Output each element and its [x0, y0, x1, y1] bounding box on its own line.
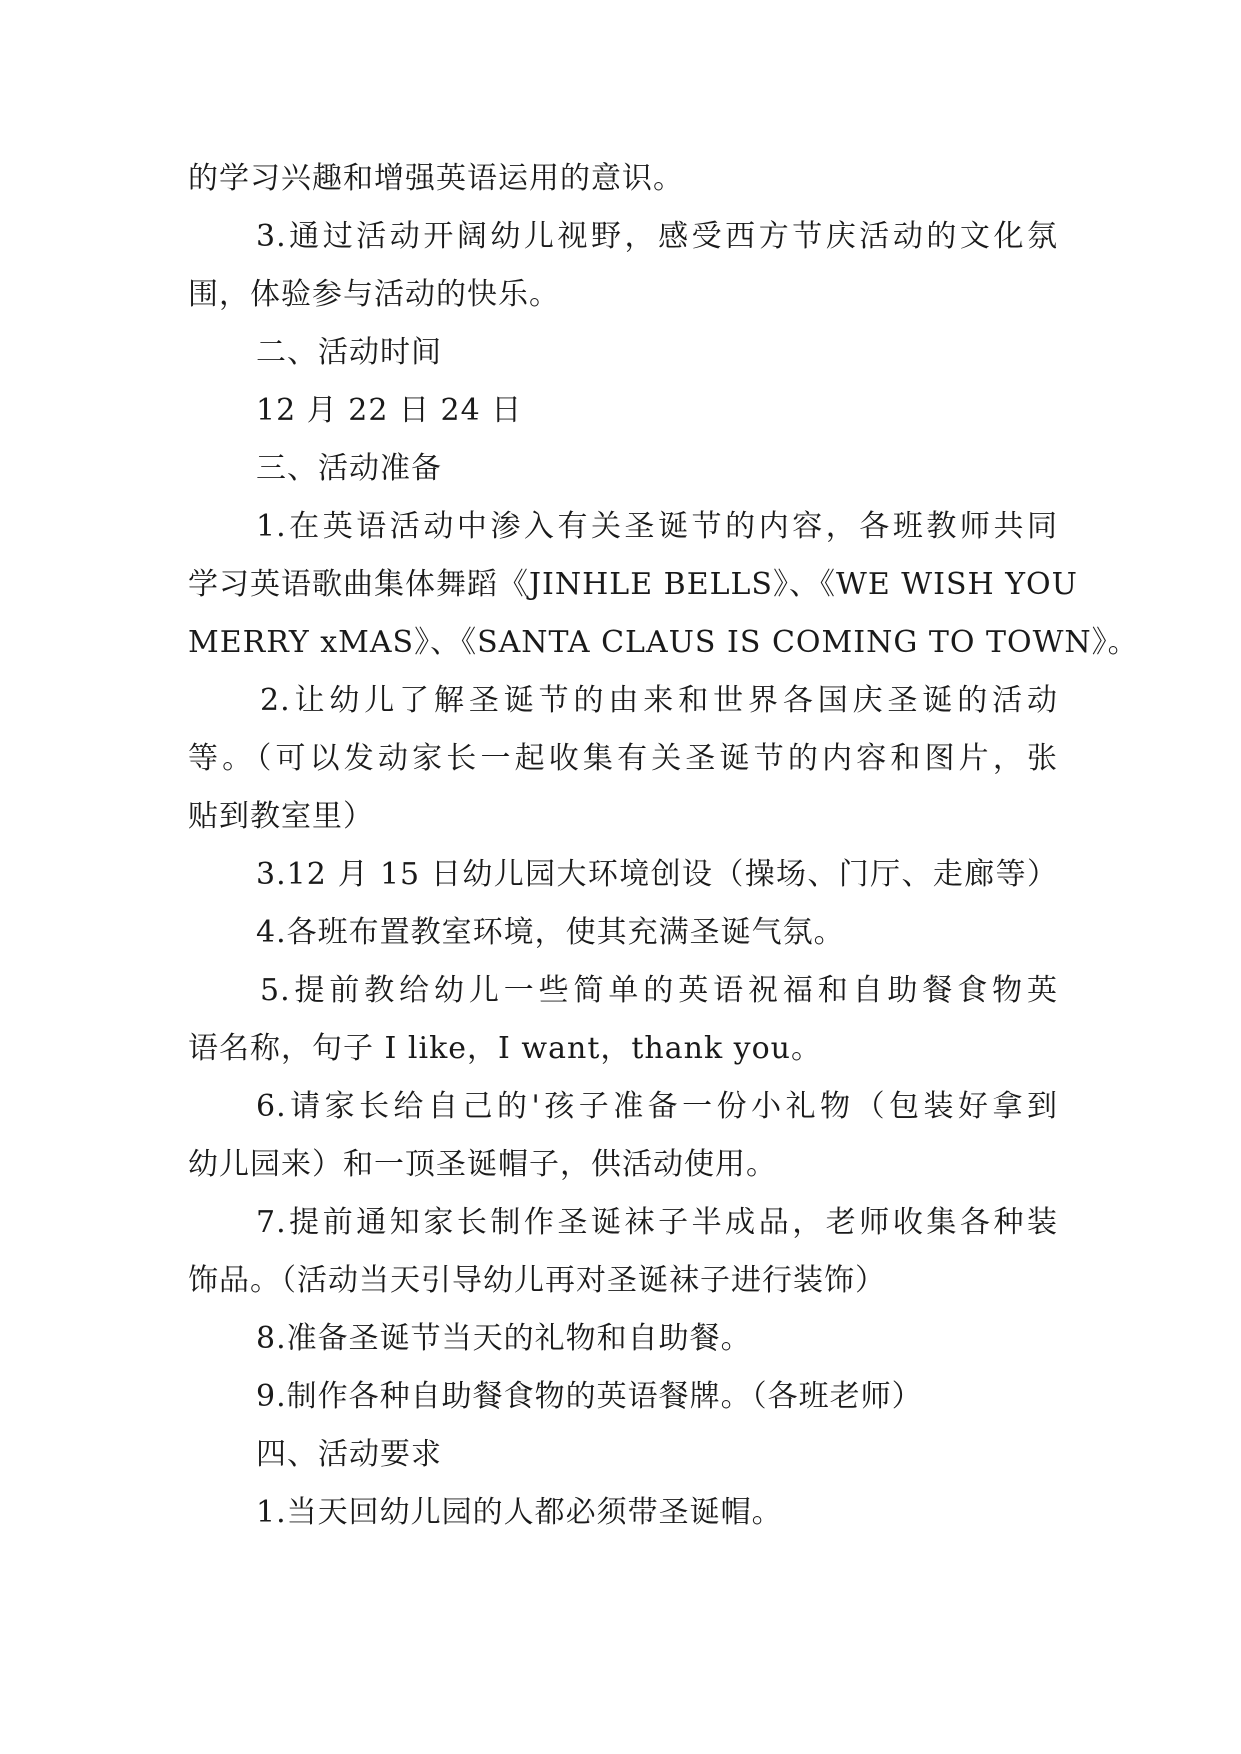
paragraph-line: 幼儿园来）和一顶圣诞帽子，供活动使用。: [188, 1147, 777, 1182]
paragraph-line: 语名称，句子 I like，I want，thank you。: [188, 1031, 823, 1066]
paragraph-line: 3.12 月 15 日幼儿园大环境创设（操场、门厅、走廊等）: [256, 857, 1058, 892]
paragraph-line: 6.请家长给自己的'孩子准备一份小礼物（包装好拿到: [256, 1089, 1058, 1124]
paragraph-line: 学习英语歌曲集体舞蹈《JINHLE BELLS》、《WE WISH YOU: [188, 567, 1078, 602]
paragraph-line: MERRY xMAS》、《SANTA CLAUS IS COMING TO TOWN》。: [188, 625, 1139, 660]
paragraph-line: 7.提前通知家长制作圣诞袜子半成品，老师收集各种装: [256, 1205, 1058, 1240]
paragraph-line: 5.提前教给幼儿一些简单的英语祝福和自助餐食物英: [260, 973, 1058, 1008]
date-line: 12 月 22 日 24 日: [256, 393, 523, 428]
paragraph-line: 8.准备圣诞节当天的礼物和自助餐。: [256, 1321, 752, 1356]
paragraph-line: 饰品。（活动当天引导幼儿再对圣诞袜子进行装饰）: [188, 1263, 886, 1298]
paragraph-line: 贴到教室里）: [188, 799, 374, 834]
paragraph-line: 9.制作各种自助餐食物的英语餐牌。（各班老师）: [256, 1379, 923, 1414]
section-heading: 二、活动时间: [256, 335, 442, 370]
paragraph-line: 2.让幼儿了解圣诞节的由来和世界各国庆圣诞的活动: [260, 683, 1058, 718]
document-body: [188, 150, 1139, 1542]
paragraph-line: 的学习兴趣和增强英语运用的意识。: [188, 161, 684, 196]
paragraph-line: 围，体验参与活动的快乐。: [188, 277, 560, 312]
section-heading: 四、活动要求: [256, 1437, 442, 1472]
paragraph-line: 1.在英语活动中渗入有关圣诞节的内容，各班教师共同: [256, 509, 1058, 544]
paragraph-line: 4.各班布置教室环境，使其充满圣诞气氛。: [256, 915, 845, 950]
paragraph-line: 等。（可以发动家长一起收集有关圣诞节的内容和图片，张: [188, 741, 1058, 776]
paragraph-line: 3.通过活动开阔幼儿视野，感受西方节庆活动的文化氛: [256, 219, 1058, 254]
section-heading: 三、活动准备: [256, 451, 442, 486]
paragraph-line: 1.当天回幼儿园的人都必须带圣诞帽。: [256, 1495, 783, 1530]
